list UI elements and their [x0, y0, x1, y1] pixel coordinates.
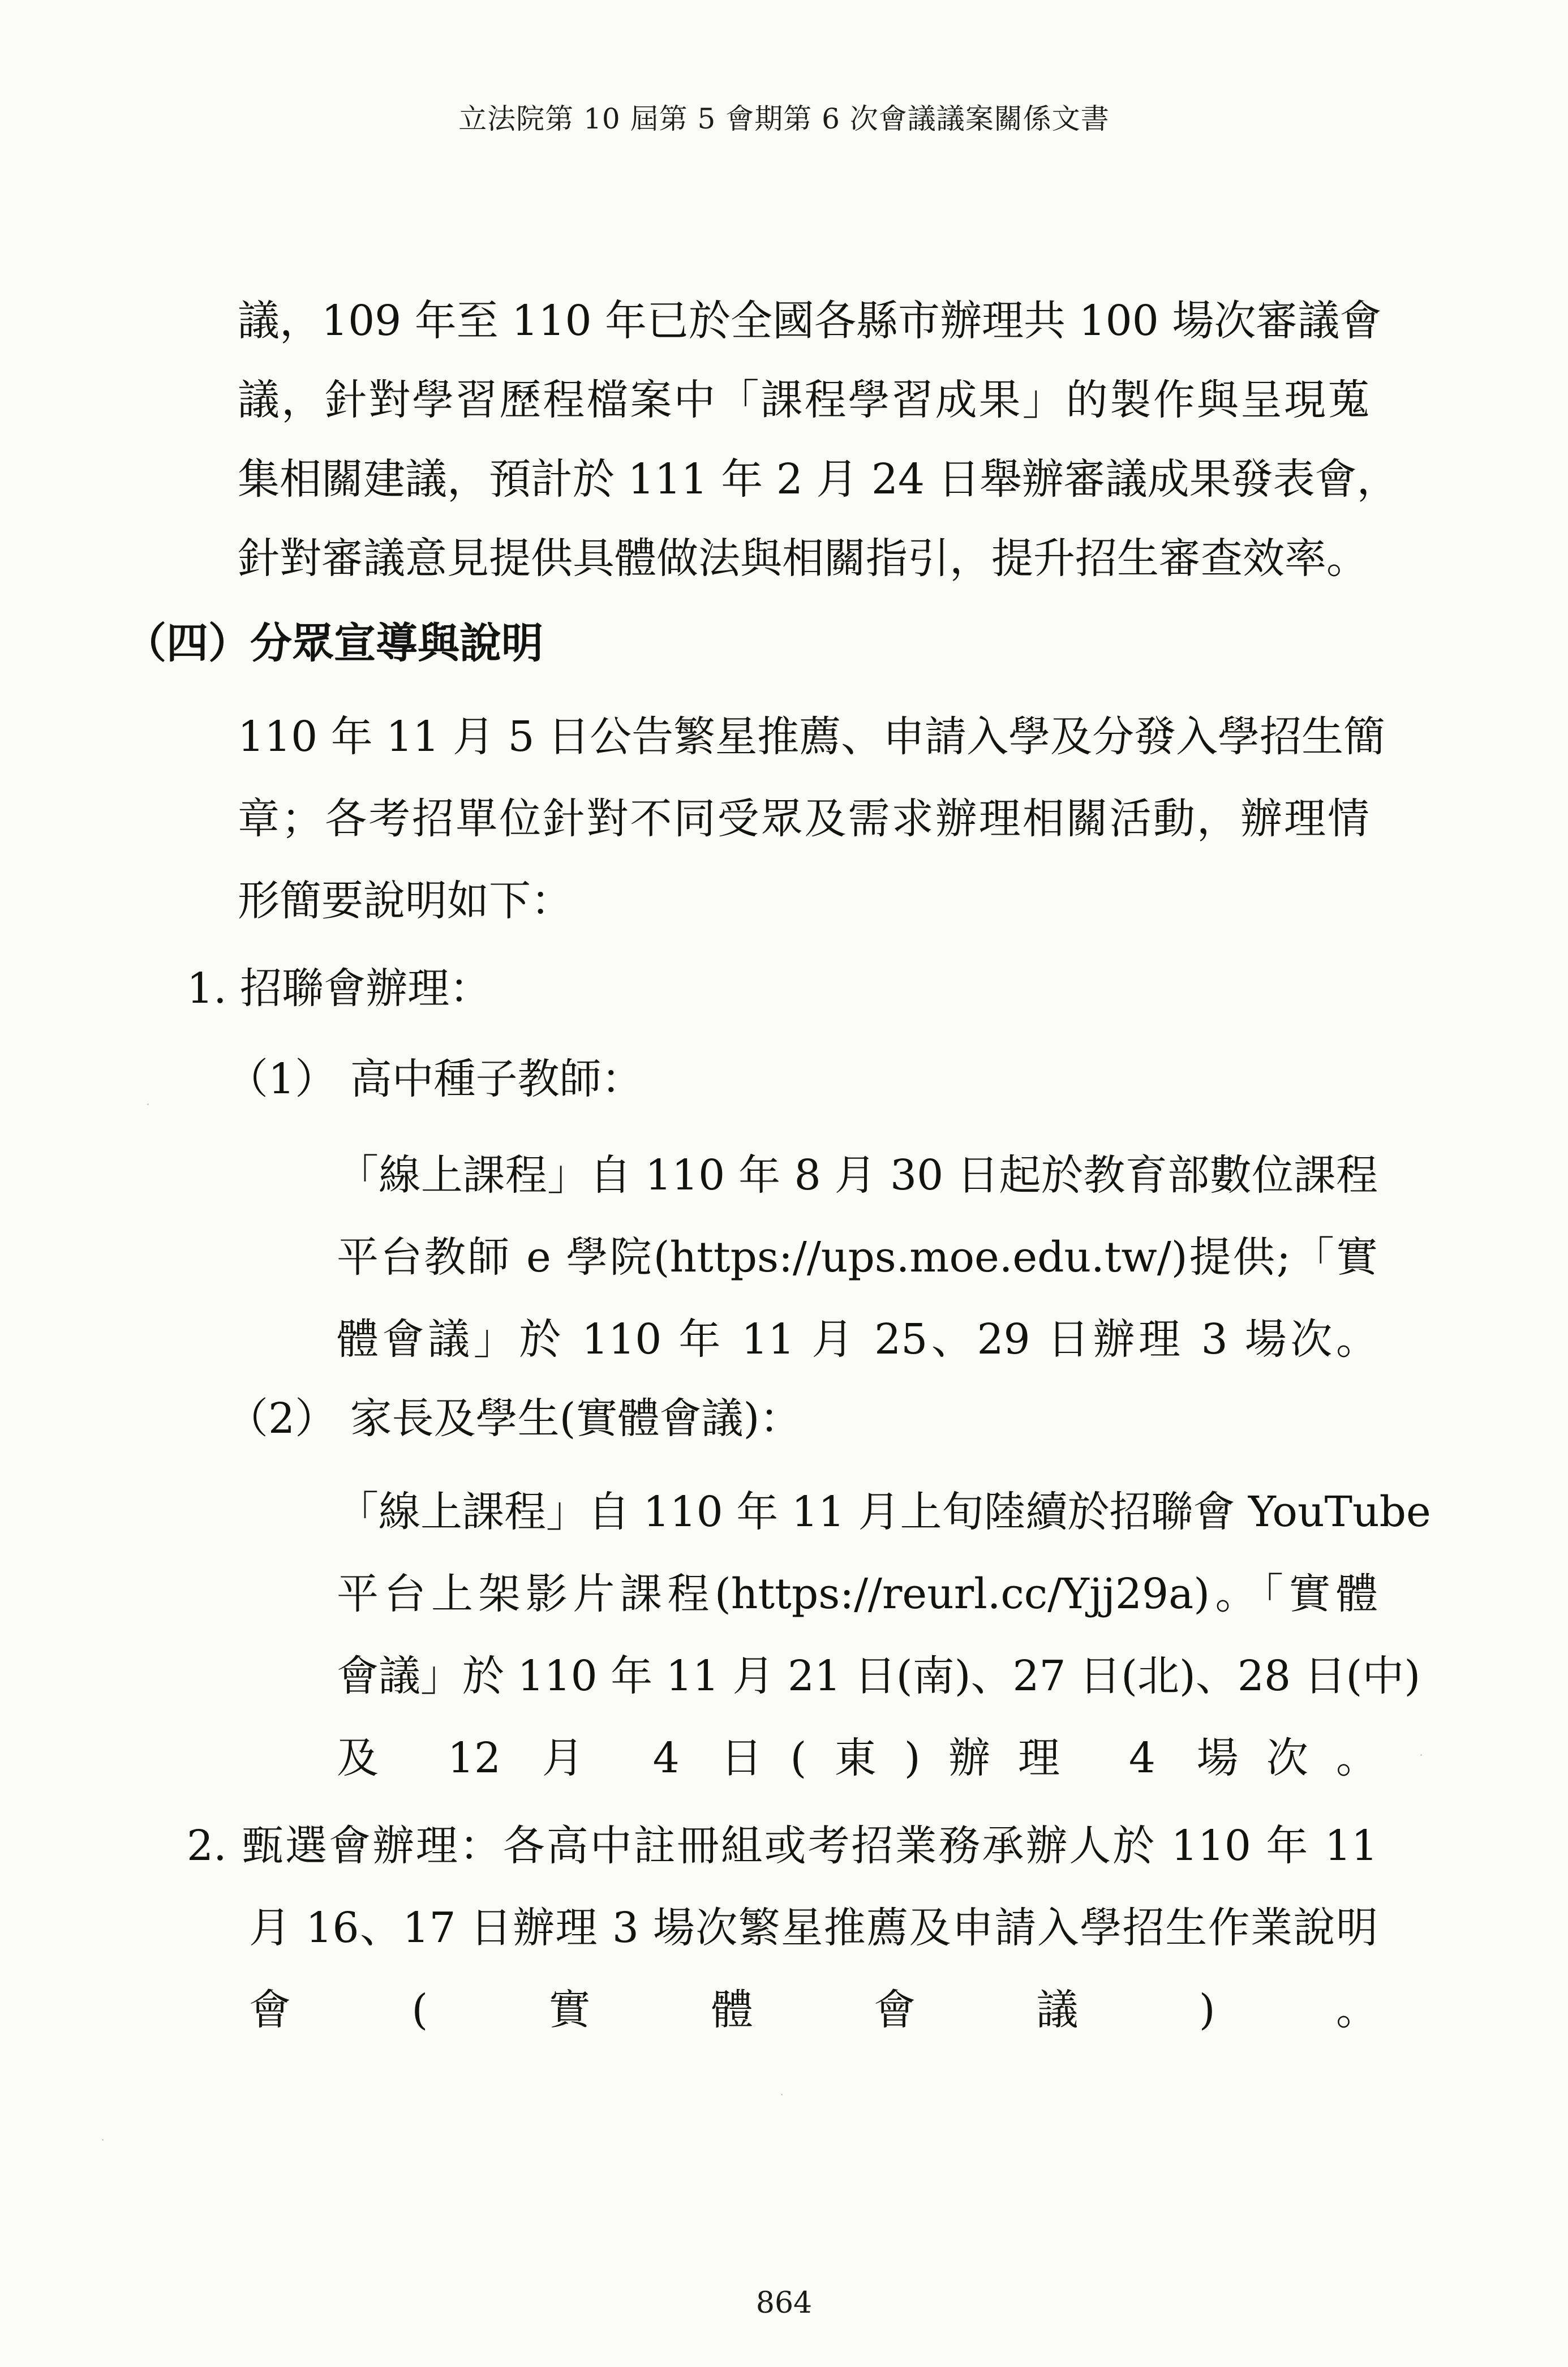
- intro-line-3: 形簡要說明如下：: [238, 877, 573, 925]
- scan-speck: [147, 1103, 149, 1105]
- scan-speck: [781, 2094, 783, 2095]
- sub-item-2-line-3: 會議」於 110 年 11 月 21 日(南)、27 日(北)、28 日(中): [337, 1652, 1421, 1700]
- paragraph-line-1: 議，109 年至 110 年已於全國各縣市辦理共 100 場次審議會: [238, 297, 1382, 345]
- document-header: 立法院第 10 屆第 5 會期第 6 次會議議案關係文書: [458, 102, 1110, 135]
- scan-speck: [1420, 1754, 1422, 1756]
- sub-item-1-line-3: 體會議」於 110 年 11 月 25、29 日辦理 3 場次。: [337, 1315, 1378, 1364]
- sub-item-2-label: （2） 家長及學生(實體會議)：: [226, 1394, 802, 1443]
- section-heading: （四）分眾宣導與說明: [124, 619, 543, 668]
- item-2-line-2: 月 16、17 日辦理 3 場次繁星推薦及申請入學招生作業說明: [249, 1904, 1378, 1952]
- page-number: 864: [755, 2286, 813, 2320]
- sub-item-1-line-1: 「線上課程」自 110 年 8 月 30 日起於教育部數位課程: [337, 1151, 1378, 1200]
- sub-item-2-line-4: 及 12 月 4 日(東)辦理 4 場次。: [337, 1734, 1378, 1782]
- item-2-line-3: 會(實體會議)。: [249, 1986, 1378, 2034]
- intro-line-1: 110 年 11 月 5 日公告繁星推薦、申請入學及分發入學招生簡: [238, 712, 1386, 761]
- sub-item-1-label: （1） 高中種子教師：: [226, 1055, 643, 1103]
- paragraph-line-3: 集相關建議，預計於 111 年 2 月 24 日舉辦審議成果發表會，: [238, 455, 1399, 504]
- sub-item-2-line-1: 「線上課程」自 110 年 11 月上旬陸續於招聯會 YouTube: [337, 1488, 1431, 1536]
- sub-item-1-line-2: 平台教師 e 學院(https://ups.moe.edu.tw/)提供;「實: [337, 1233, 1378, 1282]
- intro-line-2: 章；各考招單位針對不同受眾及需求辦理相關活動，辦理情: [238, 794, 1369, 843]
- paragraph-line-4: 針對審議意見提供具體做法與相關指引，提升招生審查效率。: [238, 534, 1368, 583]
- scan-speck: [102, 2139, 104, 2141]
- item-2-line-1: 2. 甄選會辦理：各高中註冊組或考招業務承辦人於 110 年 11: [187, 1822, 1378, 1870]
- paragraph-line-2: 議，針對學習歷程檔案中「課程學習成果」的製作與呈現蒐: [238, 376, 1369, 424]
- item-1-label: 1. 招聯會辦理：: [187, 964, 492, 1013]
- sub-item-2-line-2: 平台上架影片課程(https://reurl.cc/Yjj29a)。「實體: [337, 1570, 1378, 1618]
